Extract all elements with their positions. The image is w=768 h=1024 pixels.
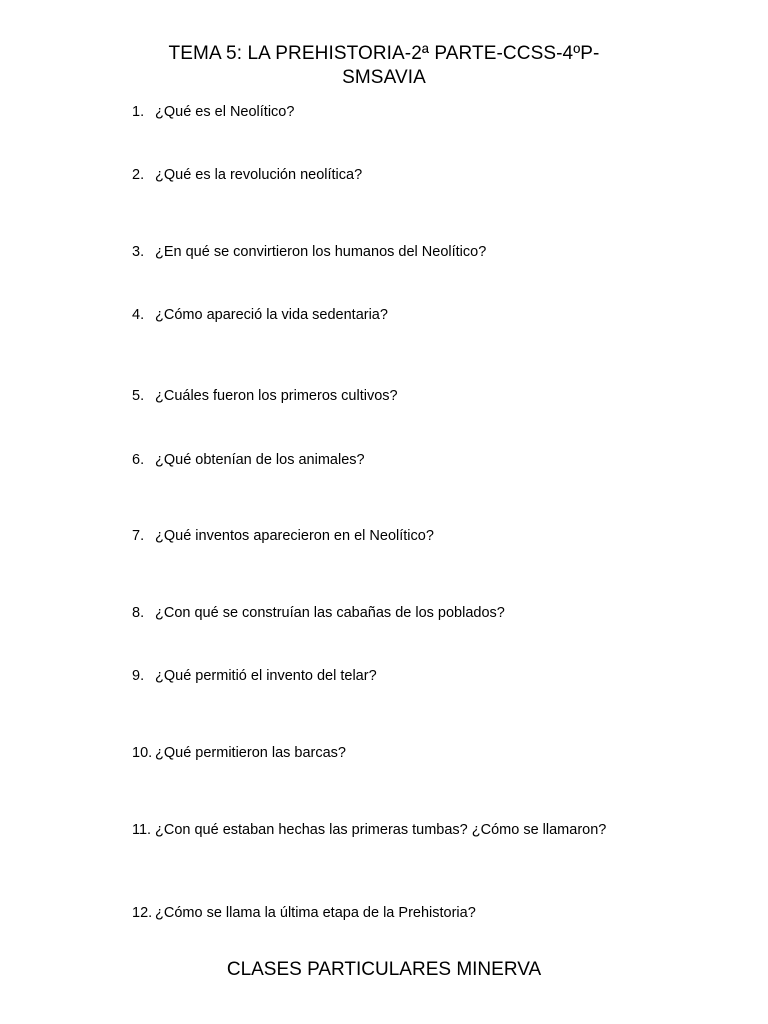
question-number: 11. (132, 822, 152, 838)
question-item (132, 904, 476, 922)
question-item (132, 166, 362, 184)
question-number: 2. (132, 167, 145, 183)
question-item (132, 387, 398, 405)
title-line-2: SMSAVIA (342, 67, 426, 88)
footer-text: CLASES PARTICULARES MINERVA (226, 959, 542, 980)
question-item (132, 821, 606, 839)
question-item (132, 306, 388, 324)
question-text: ¿Qué permitió el invento del telar? (155, 668, 377, 684)
title-line-1: TEMA 5: LA PREHISTORIA-2ª PARTE-CCSS-4ºP- (168, 43, 600, 64)
question-number: 10. (132, 745, 153, 761)
question-item (132, 451, 365, 469)
question-item (132, 103, 294, 121)
question-item (132, 744, 346, 762)
question-number: 3. (132, 244, 145, 260)
question-text: ¿Qué es el Neolítico? (155, 104, 295, 120)
question-item (132, 243, 486, 261)
question-text: ¿Qué obtenían de los animales? (155, 452, 365, 468)
question-text: ¿Qué inventos aparecieron en el Neolítico? (155, 528, 434, 544)
question-number: 9. (132, 668, 145, 684)
question-number: 4. (132, 307, 145, 323)
question-text: ¿En qué se convirtieron los humanos del Neolítico? (155, 244, 487, 260)
question-item (132, 667, 377, 685)
question-text: ¿Con qué se construían las cabañas de los poblados? (155, 605, 505, 621)
question-text: ¿Cuáles fueron los primeros cultivos? (155, 388, 398, 404)
question-number: 6. (132, 452, 145, 468)
question-number: 7. (132, 528, 145, 544)
question-text: ¿Con qué estaban hechas las primeras tumbas? ¿Cómo se llamaron? (155, 822, 607, 838)
question-number: 12. (132, 905, 153, 921)
question-number: 1. (132, 104, 145, 120)
question-item (132, 527, 434, 545)
question-text: ¿Cómo se llama la última etapa de la Prehistoria? (155, 905, 476, 921)
question-text: ¿Cómo apareció la vida sedentaria? (155, 307, 388, 323)
question-number: 8. (132, 605, 145, 621)
question-text: ¿Qué permitieron las barcas? (155, 745, 346, 761)
worksheet-title (130, 42, 638, 90)
question-text: ¿Qué es la revolución neolítica? (155, 167, 363, 183)
question-item (132, 604, 505, 622)
question-number: 5. (132, 388, 145, 404)
